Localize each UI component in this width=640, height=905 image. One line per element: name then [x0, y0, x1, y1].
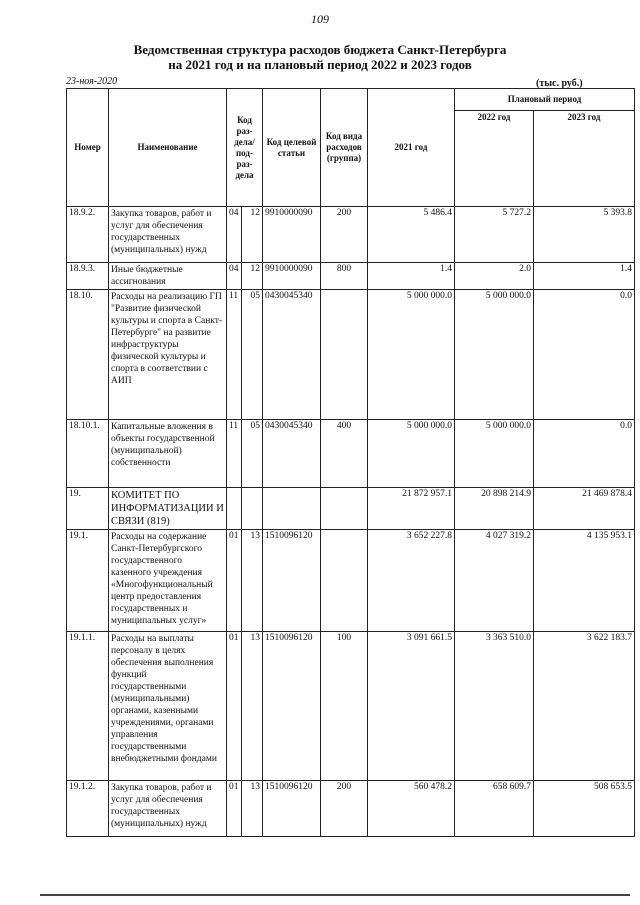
row-kind-code: 100: [321, 632, 368, 781]
row-value-2021: 5 486.4: [368, 207, 455, 263]
row-kind-code: [321, 530, 368, 632]
row-value-2023: 0.0: [534, 420, 635, 488]
header-2023: 2023 год: [534, 111, 635, 207]
table-row: [67, 781, 635, 837]
row-name: Закупка товаров, работ и услуг для обеспечения государственных (муниципальных) нужд: [109, 207, 227, 263]
row-name: Иные бюджетные ассигнования: [109, 263, 227, 290]
row-value-2022: 20 898 214.9: [455, 488, 534, 530]
row-value-2023: 5 393.8: [534, 207, 635, 263]
row-value-2022: 3 363 510.0: [455, 632, 534, 781]
row-value-2022: 5 727.2: [455, 207, 534, 263]
row-value-2022: 4 027 319.2: [455, 530, 534, 632]
row-target-code: 1510096120: [263, 781, 321, 837]
row-value-2023: 1.4: [534, 263, 635, 290]
table-row: [67, 488, 635, 530]
row-number: 19.1.1.: [67, 632, 109, 781]
units-label: (тыс. руб.): [536, 78, 583, 89]
scan-edge-line: [40, 894, 630, 896]
row-value-2022: 5 000 000.0: [455, 420, 534, 488]
row-value-2023: 508 653.5: [534, 781, 635, 837]
row-value-2021: 5 000 000.0: [368, 420, 455, 488]
row-section: [227, 488, 242, 530]
row-target-code: 0430045340: [263, 290, 321, 420]
row-name: Расходы на реализацию ГП "Развитие физической культуры и спорта в Санкт-Петербурге" на развитие инфраструктуры физической культуры и спорта в соответствии с АИП: [109, 290, 227, 420]
header-target: Код целевой статьи: [263, 89, 321, 207]
row-value-2023: 0.0: [534, 290, 635, 420]
budget-table: [66, 88, 635, 837]
row-value-2021: 5 000 000.0: [368, 290, 455, 420]
table-row: [67, 290, 635, 420]
row-subsection: [242, 488, 263, 530]
row-target-code: [263, 488, 321, 530]
row-target-code: 1510096120: [263, 632, 321, 781]
row-subsection: 13: [242, 632, 263, 781]
row-target-code: 9910000090: [263, 207, 321, 263]
row-value-2021: 1.4: [368, 263, 455, 290]
row-kind-code: 400: [321, 420, 368, 488]
table-row: [67, 632, 635, 781]
row-value-2021: 560 478.2: [368, 781, 455, 837]
row-value-2022: 5 000 000.0: [455, 290, 534, 420]
row-value-2023: 21 469 878.4: [534, 488, 635, 530]
row-section: 11: [227, 420, 242, 488]
row-subsection: 05: [242, 290, 263, 420]
row-target-code: 9910000090: [263, 263, 321, 290]
row-subsection: 12: [242, 263, 263, 290]
row-kind-code: [321, 290, 368, 420]
title-line-2: на 2021 год и на плановый период 2022 и 2023 годов: [168, 57, 472, 72]
row-value-2022: 2.0: [455, 263, 534, 290]
row-name: Расходы на выплаты персоналу в целях обеспечения выполнения функций государственными (муниципальными) органами, казенными учреждениями, органами управления государственными внебюджетными фондами: [109, 632, 227, 781]
row-kind-code: 200: [321, 207, 368, 263]
row-number: 19.1.2.: [67, 781, 109, 837]
table-row: [67, 207, 635, 263]
row-kind-code: 800: [321, 263, 368, 290]
row-number: 18.9.2.: [67, 207, 109, 263]
row-target-code: 0430045340: [263, 420, 321, 488]
row-section: 11: [227, 290, 242, 420]
row-kind-code: 200: [321, 781, 368, 837]
header-plan: Плановый период: [455, 89, 635, 111]
page-number: 109: [311, 12, 329, 26]
row-value-2023: 3 622 183.7: [534, 632, 635, 781]
header-kind: Код вида расходов (группа): [321, 89, 368, 207]
row-name: Капитальные вложения в объекты государственной (муниципальной) собственности: [109, 420, 227, 488]
title-line-1: Ведомственная структура расходов бюджета Санкт-Петербурга: [133, 42, 507, 57]
document-title: [0, 42, 640, 72]
row-name: КОМИТЕТ ПО ИНФОРМАТИЗАЦИИ И СВЯЗИ (819): [109, 488, 227, 530]
row-section: 04: [227, 263, 242, 290]
row-name: Закупка товаров, работ и услуг для обеспечения государственных (муниципальных) нужд: [109, 781, 227, 837]
row-value-2023: 4 135 953.1: [534, 530, 635, 632]
row-value-2022: 658 609.7: [455, 781, 534, 837]
table-row: [67, 530, 635, 632]
header-name: Наименование: [109, 89, 227, 207]
row-target-code: 1510096120: [263, 530, 321, 632]
row-subsection: 12: [242, 207, 263, 263]
row-section: 01: [227, 781, 242, 837]
row-number: 19.1.: [67, 530, 109, 632]
header-2021: 2021 год: [368, 89, 455, 207]
row-kind-code: [321, 488, 368, 530]
row-subsection: 05: [242, 420, 263, 488]
header-number: Номер: [67, 89, 109, 207]
row-section: 01: [227, 632, 242, 781]
row-name: Расходы на содержание Санкт-Петербургского государственного казенного учреждения «Многофункциональный центр предоставления государственных и муниципальных услуг»: [109, 530, 227, 632]
header-2022: 2022 год: [455, 111, 534, 207]
row-number: 19.: [67, 488, 109, 530]
document-date: 23-ноя-2020: [66, 76, 118, 87]
row-value-2021: 3 652 227.8: [368, 530, 455, 632]
header-section: Код раз- дела/ под- раз- дела: [227, 89, 263, 207]
row-subsection: 13: [242, 530, 263, 632]
table-row: [67, 263, 635, 290]
row-number: 18.10.1.: [67, 420, 109, 488]
row-section: 04: [227, 207, 242, 263]
row-value-2021: 21 872 957.1: [368, 488, 455, 530]
row-section: 01: [227, 530, 242, 632]
row-number: 18.9.3.: [67, 263, 109, 290]
row-subsection: 13: [242, 781, 263, 837]
row-value-2021: 3 091 661.5: [368, 632, 455, 781]
row-number: 18.10.: [67, 290, 109, 420]
table-row: [67, 420, 635, 488]
